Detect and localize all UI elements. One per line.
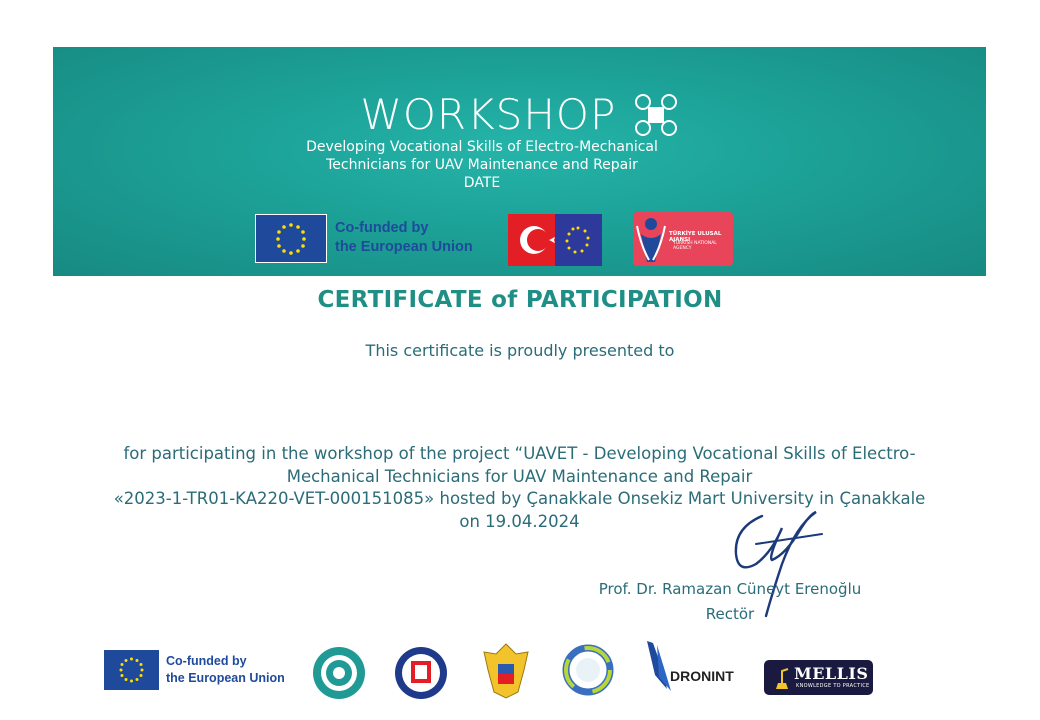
body-line4: on 19.04.2024 [459,511,580,531]
footer-eu-line2: the European Union [166,670,285,685]
header-banner [53,47,986,276]
body-line1: for participating in the workshop of the project “UAVET - Developing Vocational Skills of Electro- [123,444,916,463]
workshop-title-text: WORKSHOP [360,90,617,139]
mellis-tagline: KNOWLEDGE TO PRACTICE [796,683,870,689]
signatory-block [570,577,890,627]
lamp-icon [772,665,792,691]
mellis-name: MELLIS [794,664,869,683]
signatory-role: Rectör [705,605,755,623]
eu-line2: the European Union [335,239,473,255]
certificate-body [62,443,977,533]
eu-cofunded-text [335,219,473,257]
eu-line1: Co-funded by [335,220,429,236]
mellis-logo [764,660,873,695]
eu-flag-icon [104,650,159,690]
agency-logo-text: TÜRKİYE ULUSAL AJANSI [669,231,722,243]
coat-of-arms-logo [480,640,532,702]
footer-eu-cofunded-text [166,653,285,686]
dronint-text: DRONINT [670,668,734,684]
presented-text: This certificate is proudly presented to [365,341,675,360]
turkey-eu-flag-icon [508,214,602,266]
workshop-subtitle-line1: Developing Vocational Skills of Electro-Mechanical [306,139,658,155]
body-line3: «2023-1-TR01-KA220-VET-000151085» hosted by Çanakkale Onsekiz Mart University in Çanakkale [113,489,926,508]
footer-eu-line1: Co-funded by [166,654,247,668]
canakkale-university-seal [393,645,449,701]
school-circle-logo [560,642,616,698]
balikesir-university-seal [311,645,367,701]
signatory-name: Prof. Dr. Ramazan Cüneyt Erenoğlu [598,580,862,598]
certificate-title: CERTIFICATE of PARTICIPATION [317,287,723,313]
workshop-date: DATE [463,175,501,191]
workshop-title [53,87,986,139]
workshop-subtitle-line2: Technicians for UAV Maintenance and Repair [326,157,638,173]
body-line2: Mechanical Technicians for UAV Maintenance and Repair [286,466,753,486]
agency-logo-subtext: TURKISH NATIONAL AGENCY [673,241,717,251]
drone-icon [633,92,679,138]
turkish-national-agency-logo [633,212,733,266]
eu-flag-icon [255,214,327,263]
